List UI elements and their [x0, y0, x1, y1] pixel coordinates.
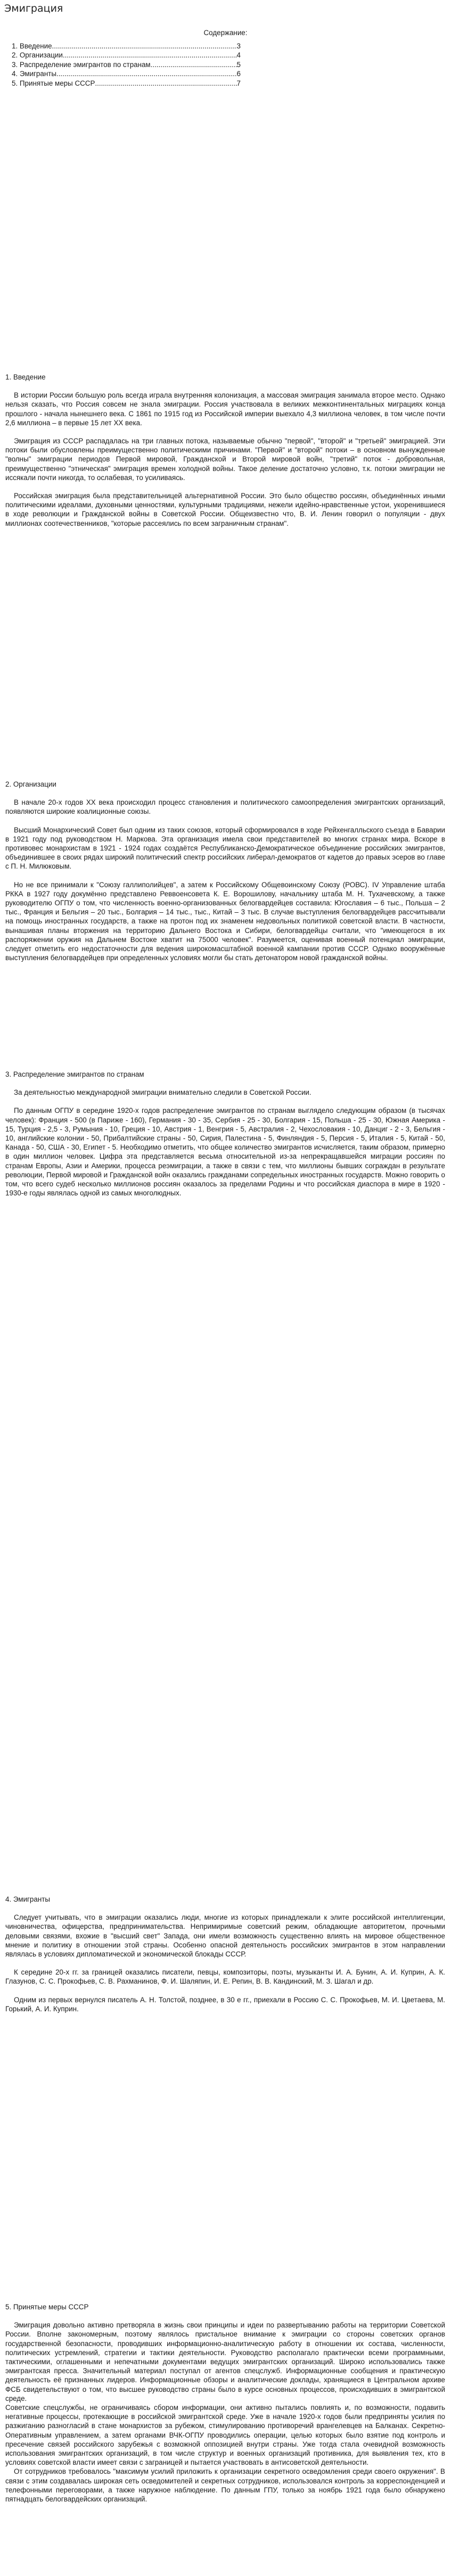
- section-heading: 3. Распределение эмигрантов по странам: [5, 1070, 144, 1078]
- paragraph: Эмиграция из СССР распадалась на три главных потока, называемые обычно "первой", "второй" и "третьей" эмиграцией. Эти потоки были обусловлены преимущественно политическими причинами. "Первой" и "второй" потоки – в основном вынужденные "волны" эмиграции периодов Первой мировой, Гражданской и Второй мировой войн, "третий" поток - добровольная, преимущественно "этническая" эмиграция времен холодной войны. Такое деление достаточно условно, т.к. потоки эмиграции не иссякали почти никогда, то ослабевая, то усиливаясь.: [5, 437, 445, 482]
- toc-item-label: 4. Эмигранты: [12, 70, 56, 78]
- paragraph: Но не все принимали к "Союзу галлиполийцев", а затем к Российскому Общевоинскому Союзу (РОВС). IV Управление штаба РККА в 1927 году докумённо представлено Реввоенсовета К. Е. Ворошилову, начальнику штаба М. Н. Тухачевскому, а также руководителю ОГПУ о том, что численность военно-организованных белогвардейцев составила: Югославия – 6 тыс., Польша – 2 тыс., Франция и Бельгия – 20 тыс., Болгария – 14 тыс., тыс., Китай – 3 тыс. В случае выступления белогвардейцев рассчитывали на помощь иностранных государств, а также на протон под их знаменем недовольных политикой советской власти. В частности, вынашивая планы вторжения на территорию Дальнего Востока и Сибири, белогвардейцы считали, что "имеющегося в их распоряжении оружия на Дальнем Востоке хватит на 75000 человек". Разумеется, оценивая военный потенциал эмиграции, следует отметить его недостаточности для ведения широкомасштабной военной кампании против СССР. Однако вооружённые выступления белогвардейцев при определенных условиях могли бы стать детонатором новой гражданской войны.: [5, 880, 445, 962]
- section-distribution-by-country: [5, 1070, 445, 1198]
- paragraph: Эмиграция довольно активно претворяла в жизнь свои принципы и идеи по развертыванию работы на территории Советской России. Вполне закономерным, поэтому являлось пристальное внимание к эмиграции со стороны советских органов государственной безопасности, проводивших информационно-аналитическую работу в отношении их состава, численности, политических устремлений, стратегии и тактики деятельности. Руководство располагало практически всеми программными, тактическими, оглашенными и непечатными документами ведущих эмигрантских организаций. Широко использовались также эмигрантская пресса. Значительный материал поступал от агентов спецслужб. Информационные сообщения и практическую деятельность её признанных лидеров. Информационные обзоры и аналитические доклады, хранящиеся в Центральном архиве ФСБ свидетельствуют о том, что высшее руководство страны было в курсе основных процессов, происходивших в эмигрантской среде.: [5, 2321, 445, 2402]
- section-body: [5, 798, 445, 962]
- toc-dot-leader: [95, 79, 236, 88]
- section-introduction: [5, 373, 445, 528]
- paragraph: От сотрудников требовалось "максимум усилий приложить к организации секретного осведомления среди своего окружения". В связи с этим создавалась широкая сеть осведомителей и секретных сотрудников, использовался контроль за корреспонденцией и телефонными переговорами, а также наружное наблюдение. По данным ГПУ, только за ноябрь 1921 года было обнаружено пятнадцать белогвардейских организаций.: [5, 2467, 445, 2504]
- toc-item-label: 3. Распределение эмигрантов по странам: [12, 60, 151, 69]
- paragraph: Следует учитывать, что в эмиграции оказались люди, многие из которых принадлежали к элите российской интеллигенции, чиновничества, офицерства, предпринимательства. Непримиримые советский режим, обладающие авторитетом, прочными деловыми связями, вхожие в "высший свет" Запада, они имели возможность существенно влиять на мировое общественное мнение и политику в отношении этой страны. Особенно опасной деятельность российских эмигрантов в этом направлении являлась в условиях дипломатической и экономической блокады СССР.: [5, 1913, 445, 1959]
- section-body: [5, 1088, 445, 1198]
- toc-item: [12, 69, 241, 78]
- toc-item-page: 4: [236, 51, 241, 60]
- paragraph: За деятельностью международной эмиграции внимательно следили в Советской России.: [14, 1088, 311, 1097]
- section-body: [5, 1913, 445, 2013]
- section-ussr-measures: [5, 2302, 445, 2504]
- toc-dot-leader: [151, 60, 237, 69]
- paragraph: Российская эмиграция была представительницей альтернативной России. Это было общество россиян, объединённых иными политическими идеалами, духовными ценностями, культурными традициями, нежели идейно-нравственные устои, укоренившиеся в ходе революции и Гражданской войны в Советской России. Общеизвестно что, В. И. Ленин говорил о популяции - двух миллионах соотечественников, "которые рассеялись по всем заграничным странам".: [5, 492, 445, 527]
- toc-item-page: 7: [236, 79, 241, 87]
- paragraph: Советские спецслужбы, не ограничиваясь сбором информации, они активно пытались повлиять и, по возможности, подавить негативные процессы, протекающие в российской эмигрантской среде. Уже в начале 1920-х годов были предприняты усилия по разжиганию разногласий в стане монархистов за рубежом, стимулированию противоречий врангелевцев на Балканах. Секретно-Оперативным управлением, а затем органами ВЧК-ОГПУ проводились операции, целью которых было взятие под контроль и пресечение связей российского зарубежья с возможной оппозицией внутри страны. Уже тогда стала очевидной возможность использования эмигрантских организаций, в том числе структур и военных организаций противника, для выявления тех, кто в условиях советской власти имеет связи с заграницей и пытается участвовать в антисоветской деятельности.: [5, 2404, 445, 2467]
- toc-item-label: 1. Введение: [12, 42, 52, 50]
- toc-item: [12, 60, 241, 69]
- paragraph: Одним из первых вернулся писатель А. Н. Толстой, позднее, в 30 е гг., приехали в Россию С. С. Прокофьев, М. И. Цветаева, М. Горький, А. И. Куприн.: [5, 1995, 445, 2013]
- section-heading: 1. Введение: [5, 373, 46, 381]
- section-organizations: [5, 780, 445, 962]
- section-heading: 2. Организации: [5, 780, 56, 788]
- toc-item: [12, 51, 241, 60]
- toc-heading: Содержание:: [203, 29, 248, 37]
- toc-dot-leader: [56, 69, 237, 78]
- paragraph: По данным ОГПУ в середине 1920-х годов распределение эмигрантов по странам выглядело следующим образом (в тысячах человек): Франция - 500 (в Париже - 160), Германия - 30 - 35, Сербия - 25 - 30, Болгария - 15, Польша - 25 - 30, Южная Америка - 15, Турция - 2,5 - 3, Румыния - 10, Греция - 10, Австрия - 1, Венгрия - 5, Австралия - 2, Чехословакия - 10, Данциг - 2 - 3, Бельгия - 10, английские колонии - 50, Прибалтийские страны - 50, Сирия, Палестина - 5, Финляндия - 5, Персия - 5, Италия - 5, Китай - 50, Канада - 50, США - 30, Египет - 5. Необходимо отметить, что общее количество эмигрантов исчисляется, таким образом, примерно в один миллион человек. Цифра эта представляется весьма относительной из-за непрекращавшейся миграции россиян по странам Европы, Азии и Америки, процесса реэмиграции, а также в связи с тем, что миллионы бывших сограждан в результате революции, Первой мировой и Гражданской войн оказались гражданами сопредельных иностранных государств. Можно говорить о том, что всего судеб несколько миллионов россиян оказалось за пределами Родины и что российская диаспора в мире в 1920 - 1930-е годы являлась одной из самых многолюдных.: [5, 1107, 445, 1198]
- toc-item-page: 6: [236, 70, 241, 78]
- toc-dot-leader: [63, 51, 237, 60]
- paragraph: Высший Монархический Совет был одним из таких союзов, который сформировался в ходе Рейхенгалльского съезда в Баварии в 1921 году под руководством Н. Маркова. Эта организация имела свои представителей во многих странах мира. Вскоре в противовес монархистам в 1921 - 1924 годах создаётся Республиканско-Демократическое объединение российских эмигрантов, объединившее в своих рядах широкий политический спектр российских либерал-демократов от кадетов до правых эсеров во главе с П. Н. Милюковым.: [5, 825, 445, 871]
- toc-item: [12, 42, 241, 51]
- section-heading: 4. Эмигранты: [5, 1895, 50, 1903]
- page-title: Эмиграция: [4, 3, 63, 14]
- section-emigrants: [5, 1895, 445, 2013]
- toc-item-page: 5: [236, 60, 241, 69]
- paragraph: В начале 20-х годов XX века происходил процесс становления и политического самоопределения эмигрантских организаций, появляются широкие коалиционные союзы.: [5, 798, 445, 816]
- section-body: [5, 391, 445, 528]
- paragraph: К середине 20-х гг. за границей оказались писатели, певцы, композиторы, поэты, музыканты И. А. Бунин, А. И. Куприн, А. К. Глазунов, С. С. Прокофьев, С. В. Рахманинов, Ф. И. Шаляпин, И. Е. Репин, В. В. Кандинский, М. З. Шагал и др.: [5, 1968, 445, 1986]
- toc-dot-leader: [52, 42, 237, 51]
- table-of-contents: [12, 42, 241, 88]
- section-heading: 5. Принятые меры СССР: [5, 2303, 89, 2311]
- paragraph: В истории России большую роль всегда играла внутренняя колонизация, а массовая эмиграция занимала второе место. Однако нельзя сказать, что Россия совсем не знала эмиграции. Россия участвовала в великих межконтинентальных миграциях конца прошлого - начала нынешнего века. С 1861 по 1915 год из Российской империи выехало 4,3 миллиона человек, в том числе почти 2,6 миллиона – в первые 15 лет XX века.: [5, 391, 445, 427]
- toc-item-label: 2. Организации: [12, 51, 63, 60]
- toc-item-page: 3: [236, 42, 241, 50]
- section-body: [5, 2321, 445, 2504]
- toc-item-label: 5. Принятые меры СССР: [12, 79, 95, 87]
- toc-item: [12, 79, 241, 88]
